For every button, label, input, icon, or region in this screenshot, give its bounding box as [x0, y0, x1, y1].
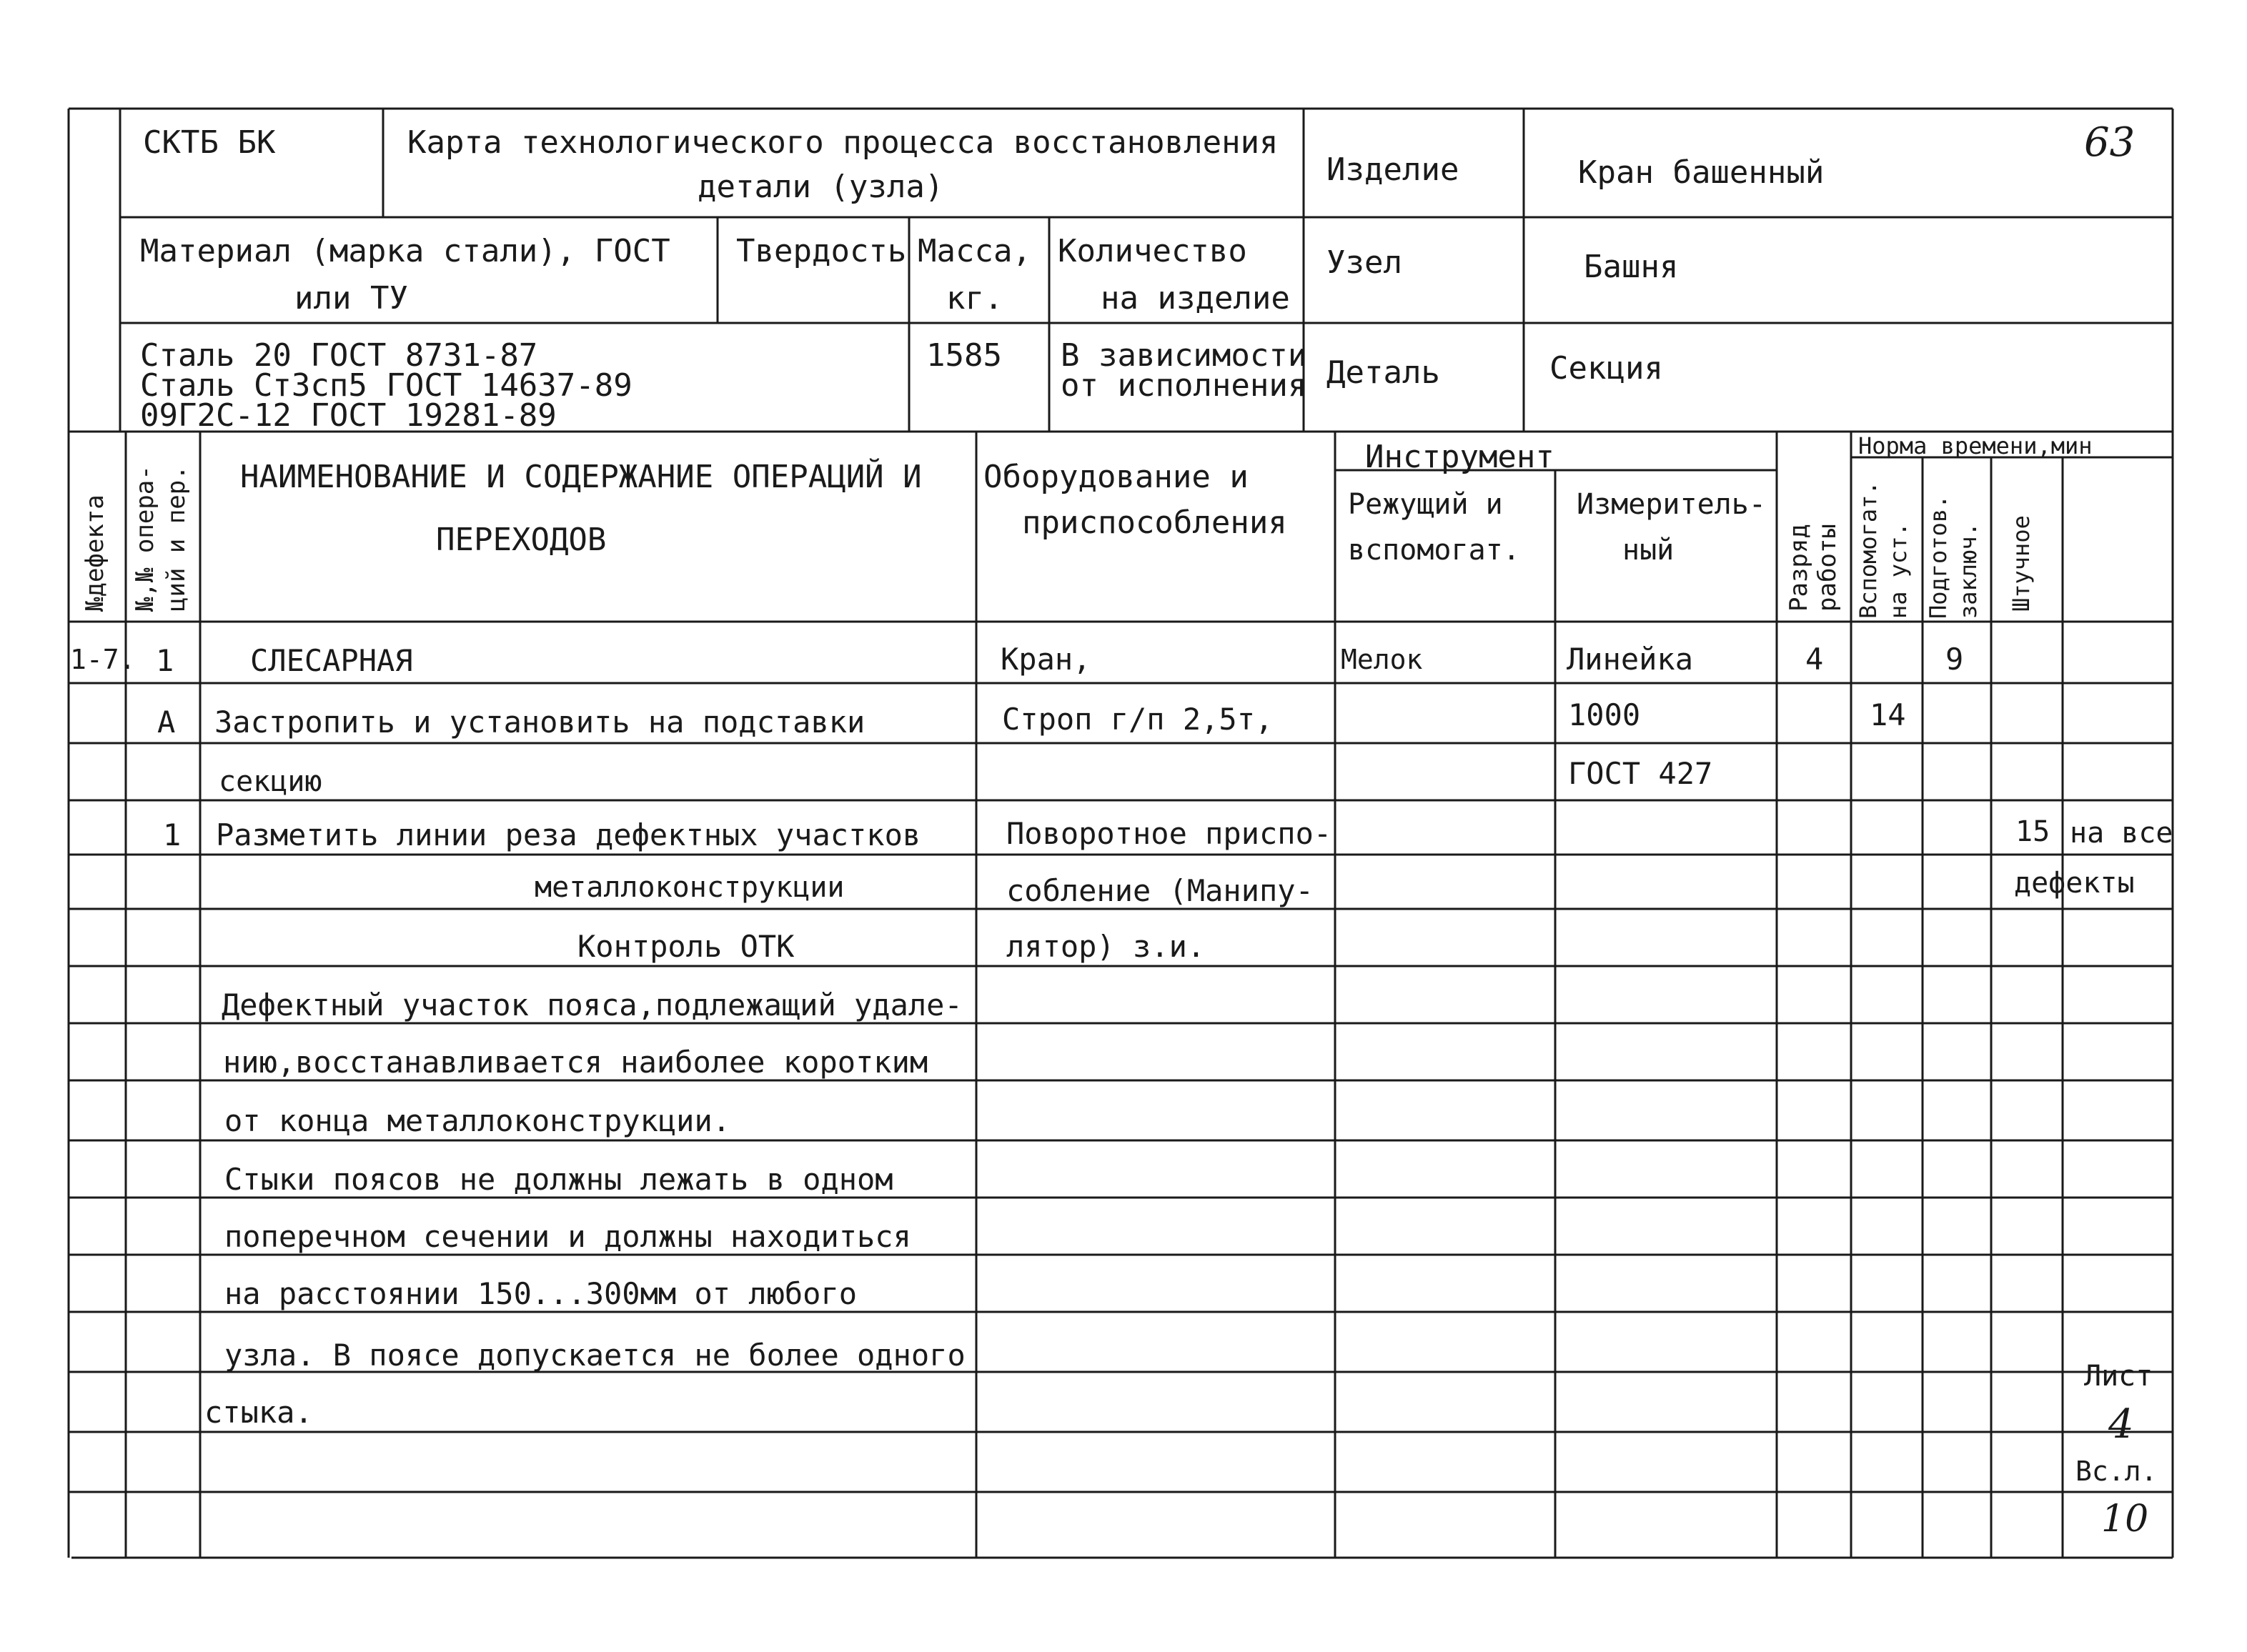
- row4-equipment: Поворотное приспо-: [1006, 816, 1332, 851]
- row2-measuring-tool: 1000: [1568, 697, 1641, 732]
- auxiliary-time-header-line2: на уст.: [1885, 522, 1912, 619]
- preparatory-time-header-line2: заключ.: [1955, 522, 1982, 619]
- sheet-number: 4: [2108, 1401, 2134, 1448]
- quantity-value-line2: от исполнения: [1061, 367, 1307, 404]
- quantity-column-header-line1: Количество: [1058, 233, 1247, 269]
- assembly-label: Узел: [1326, 244, 1402, 281]
- note-line-7: узла. В поясе допускается не более одного: [224, 1338, 966, 1373]
- mass-column-header-line1: Масса,: [918, 233, 1031, 269]
- cutting-tool-header-line2: вспомогат.: [1348, 534, 1520, 567]
- row3-operation-text: секцию: [219, 765, 322, 798]
- note-line-5: поперечном сечении и должны находиться: [224, 1219, 911, 1254]
- row4-operation-text: Разметить линии реза дефектных участков: [216, 817, 921, 852]
- row1-equipment: Кран,: [1001, 642, 1091, 677]
- row4-operation-number: 1: [163, 817, 182, 852]
- material-column-header-line2: или ТУ: [294, 280, 408, 317]
- row4-piece-note: на все: [2070, 817, 2173, 850]
- total-sheets-label: Вс.л.: [2075, 1456, 2158, 1487]
- row2-operation-number: А: [157, 705, 176, 740]
- work-grade-header-line2: работы: [1813, 524, 1842, 612]
- time-norm-header: Норма времени,мин: [1858, 432, 2093, 459]
- row1-measuring-tool: Линейка: [1567, 642, 1694, 677]
- note-line-6: на расстоянии 150...300мм от любого: [224, 1276, 858, 1311]
- row6-operation-text: Контроль ОТК: [577, 929, 795, 964]
- piece-time-header: Штучное: [2008, 515, 2035, 612]
- row1-preparatory-time: 9: [1945, 642, 1964, 677]
- quantity-column-header-line2: на изделие: [1101, 280, 1290, 317]
- total-sheets-number: 10: [2101, 1498, 2149, 1541]
- sheet-label: Лист: [2084, 1360, 2153, 1393]
- note-line-1: Дефектный участок пояса,подлежащий удале-: [222, 987, 963, 1022]
- document-title-line2: детали (узла): [698, 169, 944, 205]
- cutting-tool-header-line1: Режущий и: [1348, 488, 1503, 521]
- row5-piece-note: дефекты: [2014, 867, 2135, 900]
- row1-cutting-tool: Мелок: [1341, 644, 1423, 675]
- operation-number-header-line1: №,№ опера-: [131, 465, 159, 612]
- operations-header-line2: ПЕРЕХОДОВ: [436, 522, 607, 558]
- material-column-header-line1: Материал (марка стали), ГОСТ: [140, 233, 670, 269]
- preparatory-time-header-line1: Подготов.: [1925, 494, 1952, 619]
- org-name: СКТБ БК: [143, 124, 276, 161]
- note-line-3: от конца металлоконструкции.: [224, 1103, 731, 1138]
- operation-number-header-line2: ций и пер.: [162, 465, 191, 612]
- material-row-2: Сталь Ст3сп5 ГОСТ 14637-89: [140, 367, 633, 404]
- operations-header-line1: НАИМЕНОВАНИЕ И СОДЕРЖАНИЕ ОПЕРАЦИЙ И: [240, 459, 922, 495]
- note-line-8: стыка.: [204, 1395, 313, 1430]
- equipment-header-line1: Оборудование и: [983, 459, 1249, 495]
- material-row-1: Сталь 20 ГОСТ 8731-87: [140, 337, 538, 374]
- material-row-3: 09Г2С-12 ГОСТ 19281-89: [140, 397, 557, 434]
- mass-column-header-line2: кг.: [946, 280, 1003, 317]
- row2-auxiliary-time: 14: [1870, 697, 1906, 732]
- measuring-tool-header-line1: Измеритель-: [1577, 488, 1766, 521]
- work-grade-header-line1: Разряд: [1785, 524, 1813, 612]
- part-label: Деталь: [1326, 354, 1440, 391]
- measuring-tool-header-line2: ный: [1622, 534, 1675, 567]
- row1-work-grade: 4: [1805, 642, 1824, 677]
- row2-equipment: Строп г/п 2,5т,: [1002, 702, 1274, 737]
- row4-piece-time: 15: [2015, 815, 2050, 848]
- row5-operation-text: металлоконструкции: [535, 871, 845, 904]
- note-line-4: Стыки поясов не должны лежать в одном: [224, 1162, 893, 1197]
- defect-number-header: №дефекта: [81, 494, 109, 612]
- tool-header: Инструмент: [1365, 439, 1554, 475]
- product-value: Кран башенный: [1578, 154, 1825, 191]
- equipment-header-line2: приспособления: [1022, 504, 1287, 541]
- quantity-value-line1: В зависимости: [1061, 337, 1307, 374]
- document-title-line1: Карта технологического процесса восстановления: [407, 124, 1279, 161]
- mass-value: 1585: [926, 337, 1002, 374]
- row6-equipment: лятор) з.и.: [1006, 929, 1206, 964]
- row3-measuring-tool: ГОСТ 427: [1568, 756, 1713, 791]
- row1-operation-name: СЛЕСАРНАЯ: [250, 643, 413, 678]
- note-line-2: нию,восстанавливается наиболее коротким: [223, 1045, 928, 1080]
- row5-equipment: собление (Манипу-: [1006, 873, 1314, 908]
- row1-operation-number: 1: [156, 643, 174, 678]
- row1-defect-number: 1-7.: [70, 644, 136, 675]
- auxiliary-time-header-line1: Вспомогат.: [1855, 481, 1882, 619]
- part-value: Секция: [1549, 350, 1663, 387]
- product-label: Изделие: [1326, 151, 1459, 188]
- page-number: 63: [2084, 119, 2136, 166]
- row2-operation-text: Застропить и установить на подставки: [214, 705, 865, 740]
- hardness-column-header: Твердость: [736, 233, 907, 269]
- assembly-value: Башня: [1584, 249, 1679, 285]
